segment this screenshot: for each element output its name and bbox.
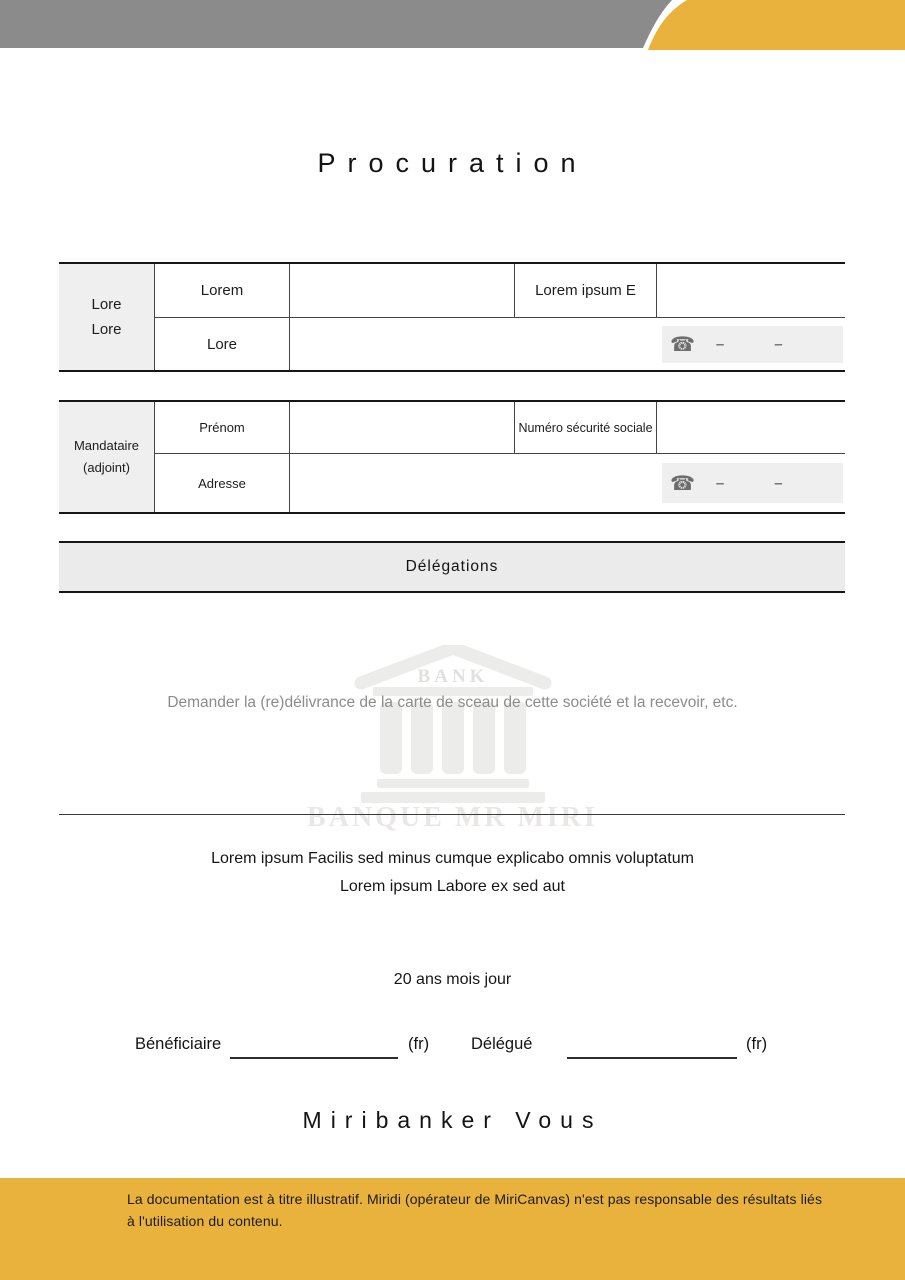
phone-dash: – [715, 335, 725, 353]
bank-watermark [0, 645, 905, 834]
delegate-signature-line [567, 1057, 737, 1059]
beneficiary-label: Bénéficiaire [135, 1035, 222, 1053]
disclaimer-line-1: La documentation est à titre illustratif. Miridi (opérateur de MiriCanvas) n'est pas responsable des résultats liés [127, 1191, 823, 1207]
disclaimer-line-2: à l'utilisation du contenu. [127, 1212, 283, 1229]
phone-icon: ☎ [670, 471, 695, 495]
header-yellow-shape [648, 0, 905, 50]
bank-building-icon [353, 645, 553, 805]
watermark-roof-text: BANK [417, 666, 488, 687]
footer-disclaimer [127, 1189, 822, 1232]
mandant-group-label [59, 264, 155, 370]
mandant-phone-box [662, 326, 843, 363]
body-line-1: Lorem ipsum Facilis sed minus cumque explicabo omnis voluptatum [211, 850, 694, 867]
phone-dash: – [774, 335, 783, 353]
mandatary-address-label: Adresse [155, 454, 290, 512]
mandant-table [59, 262, 845, 372]
phone-icon: ☎ [670, 332, 695, 356]
mandatary-ssn-label: Numéro sécurité sociale [515, 402, 657, 454]
mandatary-firstname-field [290, 402, 515, 454]
closing-title: Miribanker Vous [302, 1107, 603, 1133]
mandant-address-field [290, 318, 845, 370]
delegate-label: Délégué [471, 1035, 533, 1053]
header-decoration [0, 0, 905, 52]
mandant-group-line1: Lore [91, 296, 122, 313]
mandant-name-field [290, 264, 515, 318]
mandant-id-label: Lorem ipsum E [515, 264, 657, 318]
mandatary-firstname-label: Prénom [155, 402, 290, 454]
delegation-clause: Demander la (re)délivrance de la carte de sceau de cette société et la recevoir, etc. [167, 694, 738, 711]
mandatary-table [59, 400, 845, 514]
mandatary-phone-box [662, 463, 843, 503]
header-gray-shape [0, 0, 672, 48]
mandatary-group-line1: Mandataire [73, 438, 140, 453]
mandatary-address-field [290, 454, 845, 512]
delegations-heading: Délégations [59, 541, 845, 593]
mandatary-ssn-field [657, 402, 845, 454]
page-title: Procuration [317, 148, 588, 178]
divider-rule [59, 814, 845, 815]
beneficiary-signature-line [230, 1057, 398, 1059]
watermark-bank-name: BANQUE MR MIRI [307, 802, 598, 833]
mandant-row2-label: Lore [155, 318, 290, 370]
beneficiary-unit: (fr) [408, 1035, 430, 1053]
phone-dash: – [774, 474, 783, 492]
phone-dash: – [715, 474, 725, 492]
mandant-group-line2: Lore [91, 321, 122, 338]
footer-band [0, 1178, 905, 1280]
mandatary-group-label [59, 402, 155, 512]
mandant-row1-label: Lorem [155, 264, 290, 318]
mandant-id-field [657, 264, 845, 318]
mandatary-group-line2: (adjoint) [83, 460, 130, 475]
date-line: 20 ans mois jour [393, 971, 512, 988]
delegate-unit: (fr) [746, 1035, 768, 1053]
body-line-2: Lorem ipsum Labore ex sed aut [339, 878, 565, 895]
